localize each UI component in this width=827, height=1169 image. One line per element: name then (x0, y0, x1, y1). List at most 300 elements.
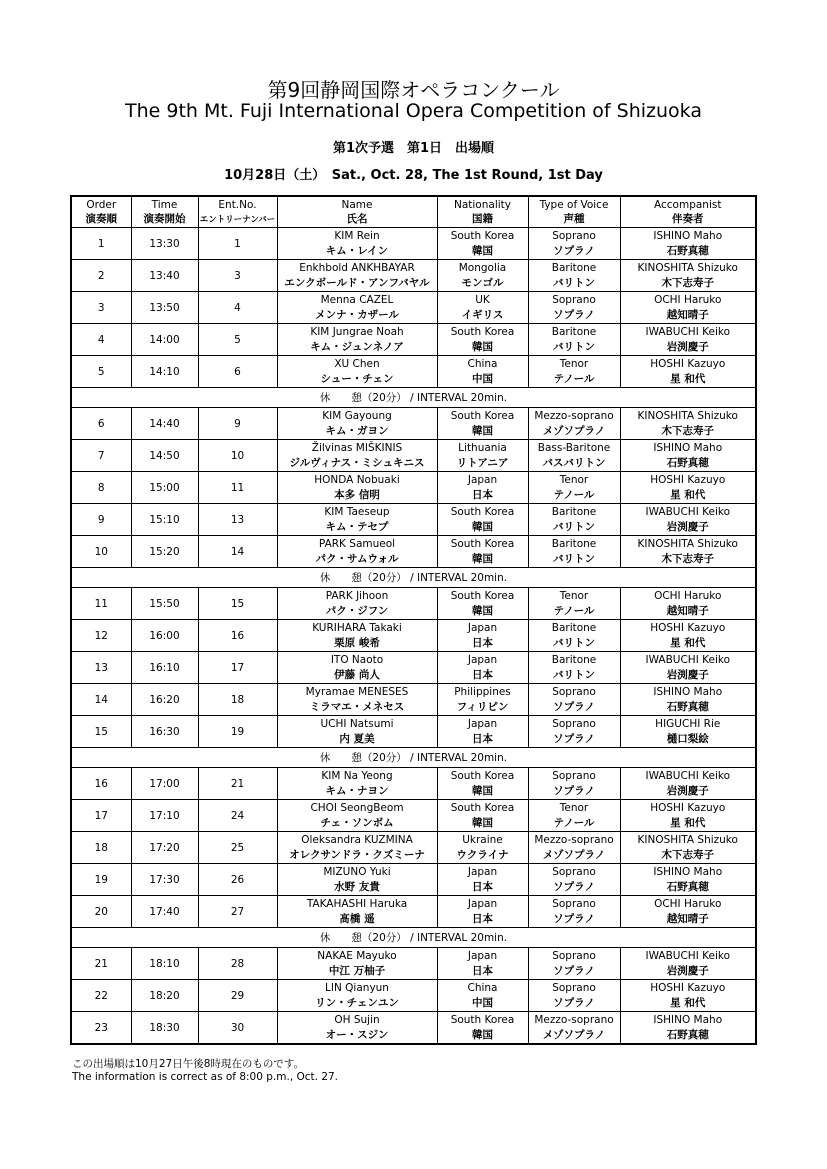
performance-order-table (70, 195, 757, 1045)
voice-en: Tenor (559, 357, 589, 370)
voice-cell (528, 896, 620, 928)
order-cell: 14 (71, 684, 131, 716)
nationality-en: South Korea (450, 229, 515, 242)
voice-en: Tenor (559, 801, 589, 814)
entry-number-cell: 9 (198, 408, 277, 440)
nationality-cell (437, 864, 528, 896)
table-row (71, 684, 756, 716)
table-row (71, 356, 756, 388)
nationality-cell (437, 684, 528, 716)
accompanist-jp: 星 和代 (670, 488, 706, 501)
accompanist-cell (620, 864, 756, 896)
table-body (71, 228, 756, 1045)
time-cell: 17:00 (131, 768, 198, 800)
entry-number-cell: 16 (198, 620, 277, 652)
voice-en: Mezzo-soprano (534, 833, 614, 846)
name-jp: 中江 万柚子 (328, 964, 386, 977)
voice-jp: ソプラノ (553, 244, 595, 257)
name-jp: メンナ・カザール (315, 308, 399, 321)
name-cell (277, 292, 437, 324)
name-jp: キム・テセプ (325, 520, 389, 533)
table-header-row (71, 196, 756, 228)
voice-cell (528, 588, 620, 620)
nationality-en: UK (475, 293, 490, 306)
accompanist-en: ISHINO Maho (653, 229, 723, 242)
voice-cell (528, 948, 620, 980)
nationality-cell (437, 228, 528, 260)
entry-number-cell: 3 (198, 260, 277, 292)
accompanist-cell (620, 716, 756, 748)
table-row (71, 948, 756, 980)
col-header-accompanist: Accompanist 伴奏者 (620, 196, 756, 228)
nationality-jp: 日本 (472, 880, 493, 893)
order-cell: 21 (71, 948, 131, 980)
order-cell: 18 (71, 832, 131, 864)
name-en: UCHI Natsumi (320, 717, 394, 730)
table-row (71, 800, 756, 832)
voice-jp: メゾソプラノ (542, 1028, 606, 1041)
nationality-jp: 日本 (472, 912, 493, 925)
nationality-en: Japan (467, 897, 498, 910)
entry-number-cell: 15 (198, 588, 277, 620)
voice-jp: バリトン (553, 340, 595, 353)
accompanist-jp: 越知晴子 (666, 604, 709, 617)
name-jp: パク・ジフン (325, 604, 389, 617)
name-cell (277, 684, 437, 716)
entry-number-cell: 26 (198, 864, 277, 896)
name-cell (277, 228, 437, 260)
name-jp: キム・レイン (325, 244, 389, 257)
name-en: OH Sujin (334, 1013, 380, 1026)
name-cell (277, 620, 437, 652)
table-row (71, 228, 756, 260)
entry-number-cell: 21 (198, 768, 277, 800)
time-cell: 15:50 (131, 588, 198, 620)
name-cell (277, 832, 437, 864)
time-cell: 15:00 (131, 472, 198, 504)
voice-cell (528, 260, 620, 292)
voice-cell (528, 864, 620, 896)
voice-jp: ソプラノ (553, 964, 595, 977)
name-cell (277, 768, 437, 800)
nationality-jp: 韓国 (472, 604, 493, 617)
time-cell: 15:10 (131, 504, 198, 536)
order-cell: 23 (71, 1012, 131, 1045)
nationality-en: Philippines (454, 685, 511, 698)
name-jp: オレクサンドラ・クズミーナ (289, 848, 425, 861)
accompanist-cell (620, 228, 756, 260)
voice-cell (528, 832, 620, 864)
table-row (71, 896, 756, 928)
table-row (71, 620, 756, 652)
table-row (71, 472, 756, 504)
order-cell: 10 (71, 536, 131, 568)
name-jp: パク・サムウォル (315, 552, 399, 565)
voice-en: Tenor (559, 589, 589, 602)
order-cell: 13 (71, 652, 131, 684)
accompanist-cell (620, 1012, 756, 1045)
nationality-jp: 韓国 (472, 784, 493, 797)
name-jp: 内 夏美 (339, 732, 375, 745)
name-en: ITO Naoto (330, 653, 384, 666)
voice-jp: バリトン (553, 276, 595, 289)
time-cell: 16:30 (131, 716, 198, 748)
interval-label: 休 憩（20分） / INTERVAL 20min. (71, 928, 756, 948)
accompanist-cell (620, 356, 756, 388)
table-row (71, 716, 756, 748)
accompanist-en: ISHINO Maho (653, 1013, 723, 1026)
entry-number-cell: 24 (198, 800, 277, 832)
accompanist-cell (620, 652, 756, 684)
name-en: LIN Qianyun (325, 981, 389, 994)
order-cell: 17 (71, 800, 131, 832)
accompanist-cell (620, 768, 756, 800)
accompanist-en: HOSHI Kazuyo (650, 473, 726, 486)
nationality-jp: 韓国 (472, 244, 493, 257)
accompanist-en: OCHI Haruko (654, 897, 722, 910)
nationality-jp: リトアニア (456, 456, 509, 469)
nationality-cell (437, 980, 528, 1012)
accompanist-cell (620, 472, 756, 504)
accompanist-en: HOSHI Kazuyo (650, 801, 726, 814)
nationality-jp: ウクライナ (456, 848, 509, 861)
voice-jp: バリトン (553, 636, 595, 649)
time-cell: 17:10 (131, 800, 198, 832)
entry-number-cell: 1 (198, 228, 277, 260)
name-cell (277, 324, 437, 356)
table-row (71, 768, 756, 800)
accompanist-en: KINOSHITA Shizuko (637, 261, 738, 274)
voice-cell (528, 768, 620, 800)
name-cell (277, 948, 437, 980)
voice-en: Mezzo-soprano (534, 1013, 614, 1026)
interval-row (71, 748, 756, 768)
name-en: Myramae MENESES (305, 685, 409, 698)
nationality-jp: 日本 (472, 964, 493, 977)
order-cell: 2 (71, 260, 131, 292)
name-cell (277, 408, 437, 440)
accompanist-en: IWABUCHI Keiko (645, 325, 730, 338)
time-cell: 13:40 (131, 260, 198, 292)
nationality-jp: 中国 (472, 996, 493, 1009)
entry-number-cell: 13 (198, 504, 277, 536)
table-row (71, 440, 756, 472)
time-cell: 14:00 (131, 324, 198, 356)
name-jp: 伊藤 尚人 (334, 668, 380, 681)
accompanist-cell (620, 260, 756, 292)
nationality-jp: 韓国 (472, 552, 493, 565)
voice-en: Soprano (552, 865, 596, 878)
name-cell (277, 504, 437, 536)
accompanist-en: KINOSHITA Shizuko (637, 833, 738, 846)
time-cell: 17:40 (131, 896, 198, 928)
accompanist-en: KINOSHITA Shizuko (637, 409, 738, 422)
table-row (71, 324, 756, 356)
order-cell: 3 (71, 292, 131, 324)
nationality-cell (437, 800, 528, 832)
voice-jp: テノール (553, 816, 595, 829)
accompanist-jp: 星 和代 (670, 636, 706, 649)
nationality-cell (437, 408, 528, 440)
voice-cell (528, 292, 620, 324)
accompanist-en: ISHINO Maho (653, 441, 723, 454)
nationality-en: South Korea (450, 537, 515, 550)
accompanist-en: HOSHI Kazuyo (650, 621, 726, 634)
interval-label: 休 憩（20分） / INTERVAL 20min. (71, 748, 756, 768)
nationality-en: China (467, 357, 498, 370)
entry-number-cell: 28 (198, 948, 277, 980)
entry-number-cell: 17 (198, 652, 277, 684)
accompanist-jp: 岩渕慶子 (666, 964, 709, 977)
accompanist-cell (620, 324, 756, 356)
name-jp: キム・ガヨン (325, 424, 389, 437)
col-header-voice: Type of Voice 声種 (528, 196, 620, 228)
name-en: PARK Samueol (318, 537, 396, 550)
accompanist-jp: 星 和代 (670, 372, 706, 385)
accompanist-jp: 木下志寿子 (661, 276, 714, 289)
entry-number-cell: 14 (198, 536, 277, 568)
voice-en: Tenor (559, 473, 589, 486)
voice-cell (528, 1012, 620, 1045)
voice-cell (528, 356, 620, 388)
voice-cell (528, 440, 620, 472)
name-jp: オー・スジン (325, 1028, 389, 1041)
nationality-jp: 日本 (472, 636, 493, 649)
nationality-en: Mongolia (458, 261, 507, 274)
voice-cell (528, 324, 620, 356)
table-row (71, 536, 756, 568)
name-en: TAKAHASHI Haruka (306, 897, 408, 910)
nationality-jp: 韓国 (472, 340, 493, 353)
voice-jp: メゾソプラノ (542, 424, 606, 437)
accompanist-cell (620, 588, 756, 620)
nationality-cell (437, 536, 528, 568)
accompanist-jp: 石野真穂 (666, 456, 709, 469)
order-cell: 16 (71, 768, 131, 800)
nationality-cell (437, 324, 528, 356)
order-cell: 6 (71, 408, 131, 440)
order-cell: 19 (71, 864, 131, 896)
table-row (71, 832, 756, 864)
accompanist-jp: 越知晴子 (666, 912, 709, 925)
table-row (71, 980, 756, 1012)
voice-jp: ソプラノ (553, 732, 595, 745)
nationality-cell (437, 832, 528, 864)
name-en: MIZUNO Yuki (323, 865, 391, 878)
footnote-en: The information is correct as of 8:00 p.m., Oct. 27. (72, 1071, 339, 1083)
voice-jp: ソプラノ (553, 996, 595, 1009)
voice-en: Soprano (552, 685, 596, 698)
accompanist-cell (620, 948, 756, 980)
nationality-en: South Korea (450, 505, 515, 518)
voice-jp: バスバリトン (542, 456, 606, 469)
name-en: KIM Rein (334, 229, 380, 242)
interval-label: 休 憩（20分） / INTERVAL 20min. (71, 568, 756, 588)
accompanist-jp: 岩渕慶子 (666, 668, 709, 681)
entry-number-cell: 10 (198, 440, 277, 472)
order-cell: 1 (71, 228, 131, 260)
nationality-en: Japan (467, 717, 498, 730)
voice-jp: ソプラノ (553, 912, 595, 925)
name-jp: 髙橋 遥 (339, 912, 375, 925)
accompanist-jp: 木下志寿子 (661, 848, 714, 861)
nationality-jp: 韓国 (472, 1028, 493, 1041)
name-cell (277, 864, 437, 896)
date-heading: 10月28日（土） Sat., Oct. 28, The 1st Round, 1st Day (224, 168, 603, 183)
voice-en: Soprano (552, 229, 596, 242)
voice-cell (528, 980, 620, 1012)
voice-en: Soprano (552, 293, 596, 306)
accompanist-en: IWABUCHI Keiko (645, 949, 730, 962)
accompanist-jp: 岩渕慶子 (666, 520, 709, 533)
voice-en: Soprano (552, 981, 596, 994)
table-row (71, 1012, 756, 1045)
nationality-en: Lithuania (458, 441, 507, 454)
interval-label: 休 憩（20分） / INTERVAL 20min. (71, 388, 756, 408)
voice-en: Bass-Baritone (537, 441, 611, 454)
nationality-cell (437, 620, 528, 652)
voice-cell (528, 684, 620, 716)
time-cell: 14:10 (131, 356, 198, 388)
nationality-jp: 日本 (472, 668, 493, 681)
nationality-cell (437, 260, 528, 292)
name-en: Menna CAZEL (320, 293, 394, 306)
name-cell (277, 716, 437, 748)
voice-en: Soprano (552, 897, 596, 910)
name-en: KIM Gayoung (322, 409, 392, 422)
name-jp: 水野 友貴 (334, 880, 380, 893)
accompanist-cell (620, 684, 756, 716)
order-cell: 22 (71, 980, 131, 1012)
nationality-en: South Korea (450, 1013, 515, 1026)
accompanist-en: KINOSHITA Shizuko (637, 537, 738, 550)
voice-en: Soprano (552, 717, 596, 730)
voice-cell (528, 652, 620, 684)
table-row (71, 408, 756, 440)
nationality-jp: 韓国 (472, 520, 493, 533)
accompanist-cell (620, 292, 756, 324)
voice-en: Baritone (551, 653, 597, 666)
entry-number-cell: 18 (198, 684, 277, 716)
accompanist-jp: 木下志寿子 (661, 424, 714, 437)
name-jp: チェ・ソンボム (320, 816, 394, 829)
nationality-cell (437, 440, 528, 472)
nationality-en: South Korea (450, 589, 515, 602)
voice-jp: テノール (553, 488, 595, 501)
col-header-nationality: Nationality 国籍 (437, 196, 528, 228)
page-title-jp: 第9回静岡国際オペラコンクール (267, 78, 560, 102)
time-cell: 14:50 (131, 440, 198, 472)
nationality-cell (437, 356, 528, 388)
accompanist-en: ISHINO Maho (653, 685, 723, 698)
col-header-time: Time 演奏開始 (131, 196, 198, 228)
order-cell: 20 (71, 896, 131, 928)
accompanist-jp: 星 和代 (670, 996, 706, 1009)
time-cell: 16:10 (131, 652, 198, 684)
page-title-en: The 9th Mt. Fuji International Opera Competition of Shizuoka (125, 100, 702, 122)
voice-en: Soprano (552, 949, 596, 962)
name-en: Žilvinas MIŠKINIS (311, 441, 403, 454)
name-cell (277, 356, 437, 388)
nationality-cell (437, 896, 528, 928)
accompanist-cell (620, 536, 756, 568)
accompanist-jp: 石野真穂 (666, 700, 709, 713)
name-en: KIM Jungrae Noah (310, 325, 404, 338)
voice-cell (528, 716, 620, 748)
voice-cell (528, 536, 620, 568)
entry-number-cell: 19 (198, 716, 277, 748)
name-cell (277, 652, 437, 684)
accompanist-cell (620, 896, 756, 928)
nationality-en: Japan (467, 473, 498, 486)
entry-number-cell: 5 (198, 324, 277, 356)
nationality-cell (437, 504, 528, 536)
nationality-en: South Korea (450, 409, 515, 422)
name-en: PARK Jihoon (325, 589, 389, 602)
voice-cell (528, 408, 620, 440)
voice-en: Baritone (551, 325, 597, 338)
nationality-jp: 日本 (472, 488, 493, 501)
name-cell (277, 536, 437, 568)
nationality-en: Japan (467, 621, 498, 634)
voice-en: Baritone (551, 537, 597, 550)
name-cell (277, 1012, 437, 1045)
voice-en: Mezzo-soprano (534, 409, 614, 422)
voice-cell (528, 620, 620, 652)
nationality-en: China (467, 981, 498, 994)
nationality-en: South Korea (450, 769, 515, 782)
voice-cell (528, 504, 620, 536)
voice-jp: テノール (553, 372, 595, 385)
accompanist-en: IWABUCHI Keiko (645, 653, 730, 666)
name-jp: ミラマエ・メネセス (309, 700, 405, 713)
table-row (71, 292, 756, 324)
voice-jp: バリトン (553, 668, 595, 681)
accompanist-cell (620, 800, 756, 832)
time-cell: 15:20 (131, 536, 198, 568)
voice-jp: バリトン (553, 520, 595, 533)
round-heading: 第1次予選 第1日 出場順 (332, 141, 495, 156)
accompanist-cell (620, 620, 756, 652)
nationality-en: Ukraine (462, 833, 503, 846)
nationality-cell (437, 948, 528, 980)
entry-number-cell: 6 (198, 356, 277, 388)
time-cell: 17:30 (131, 864, 198, 896)
name-cell (277, 440, 437, 472)
nationality-cell (437, 768, 528, 800)
accompanist-jp: 岩渕慶子 (666, 784, 709, 797)
name-jp: リン・チェンユン (315, 996, 399, 1009)
name-en: NAKAE Mayuko (317, 949, 397, 962)
nationality-jp: フィリピン (456, 700, 509, 713)
footnote (72, 1058, 338, 1084)
voice-jp: ソプラノ (553, 308, 595, 321)
voice-cell (528, 228, 620, 260)
table-row (71, 864, 756, 896)
name-cell (277, 472, 437, 504)
table-row (71, 588, 756, 620)
accompanist-en: OCHI Haruko (654, 293, 722, 306)
order-cell: 11 (71, 588, 131, 620)
nationality-en: South Korea (450, 801, 515, 814)
nationality-cell (437, 652, 528, 684)
accompanist-en: ISHINO Maho (653, 865, 723, 878)
interval-row (71, 568, 756, 588)
voice-en: Baritone (551, 621, 597, 634)
name-en: HONDA Nobuaki (314, 473, 400, 486)
accompanist-jp: 石野真穂 (666, 244, 709, 257)
voice-jp: ソプラノ (553, 700, 595, 713)
